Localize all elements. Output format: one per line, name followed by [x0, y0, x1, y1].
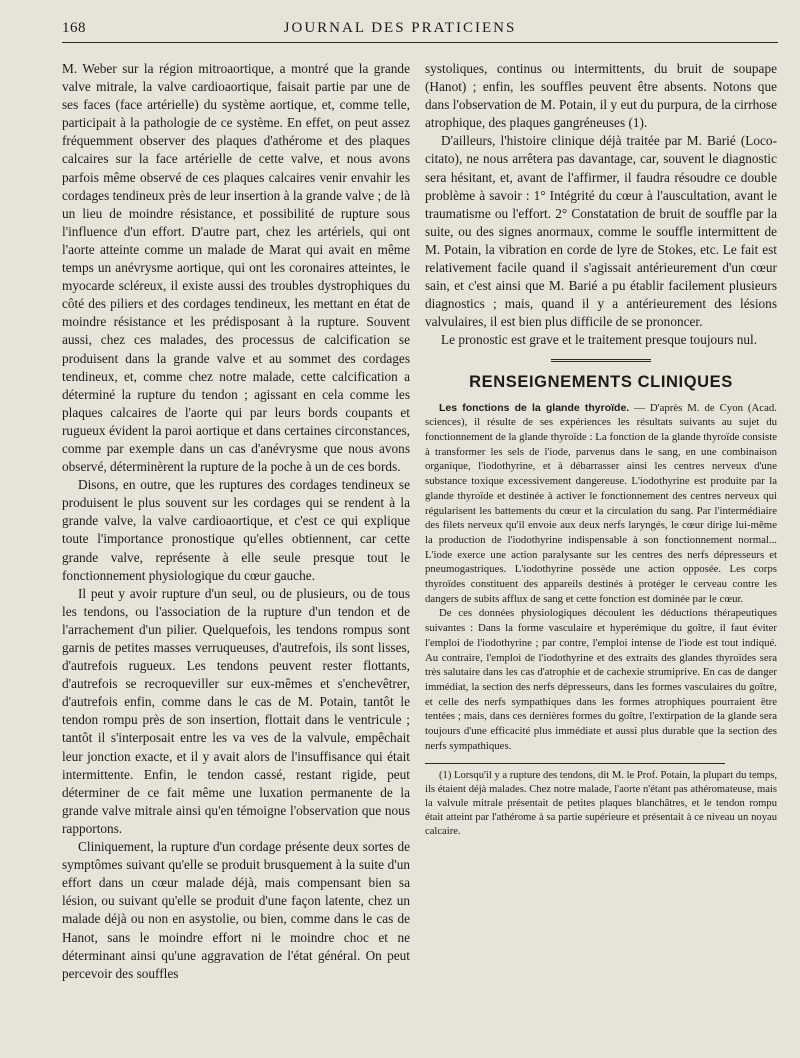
section-divider	[551, 359, 651, 363]
clinical-paragraph-1	[425, 401, 777, 607]
footnote-rule	[425, 763, 725, 764]
section-title: RENSEIGNEMENTS CLINIQUES	[469, 372, 733, 391]
clinical-notes	[425, 401, 777, 754]
right-column	[425, 60, 777, 838]
clinical-paragraph-2: De ces données physiologiques découlent les déductions thérapeutiques suivantes : Dans la forme vasculaire et hyperémique du goître, il faut éviter l'emploi de l'iodothyrine ; par contre, l'emploi intense de l'iode est tout indiqué. Au contraire, l'emploi de l'iodothyrine et des extraits des glandes thyroïdes sera très salutaire dans les cas d'atrophie et de cachexie strumiprive. En cas de danger immédiat, la section des nerfs dépresseurs, dans les formes vasculaires du goître, et celle des nerfs sympathiques dans les formes atrophiques pourraient être tentées ; mais, dans ces dernières formes du goître, l'extirpation de la glande sera toujours d'une efficacité plus immédiate et aussi plus durable que la section des nerfs sympathiques.	[425, 607, 777, 752]
header-rule	[62, 42, 778, 43]
left-paragraph-3: Il peut y avoir rupture d'un seul, ou de plusieurs, ou de tous les tendons, ou l'association de la rupture d'un tendon et de l'arrachement d'un pilier. Quelquefois, les tendons rompus sont garnis de petites masses verruqueuses, d'autrefois, ils sont lisses, d'autrefois rugueux. Les tendons peuvent rester flottants, d'autrefois se recroqueviller sur eux-mêmes et s'enchevêtrer, d'autrefois enfin, comme dans le cas de M. Potain, tantôt le tendon rompu près de son insertion, flottait dans le ventricule ; tantôt il s'interposait entre les va ves de la valvule, empêchait leur jonction exacte, et il y avait alors de l'insuffisance qui était intermittente. Enfin, le tendon cassé, restant rigide, peut déterminer de ce fait même une luxation permanente de la grande valve mitrale ainsi qu'en témoigne l'observation que nous rapportons.	[62, 585, 410, 836]
left-paragraph-1: M. Weber sur la région mitroaortique, a montré que la grande valve mitrale, la valve cardioaortique, faisait partie par une de ses faces (face artérielle) du système aortique, et, comme telle, participait à la pathologie de ce système. En effet, on peut assez fréquemment observer des plaques d'athérome et des plaques calcaires sur la face artérielle de cette valve, et nous avons parfois même observé de ces plaques calcaires venir envahir les cordages tendineux près de leur insertion à la grande valve ; de là un lieu de moindre résistance, et possibilité de rupture sous l'influence d'un effort. D'autre part, chez les artériels, qui ont l'aorte atteinte comme un malade de Marat qui avait en même temps un anévrysme aortique, qui ont les coronaires atteintes, le myocarde scléreux, il existe aussi des troubles dystrophiques du côté des piliers et des cordages tendineux, les mettant en état de moindre résistance et les prédisposant à la rupture. Souvent aussi, chez ces malades, des processus de calcification se produisent dans la grande valve et au sommet des cordages tendineux, et, comme chez notre malade, cette calcification a déterminé la rupture du tendon ; agissant en cela comme les plaques calcaires de l'aorte qui par leurs bords coupants et rugueux évident la paroi aortique et dans certaines circonstances, comme par exemple dans un cas d'anévrysme que nous avons observé, déterminèrent la rupture de la poche à un de ces bords.	[62, 61, 410, 475]
left-paragraph-2: Disons, en outre, que les ruptures des cordages tendineux se produisent le plus souvent sur les cordages qui se rendent à la grande valve, la valve cardioaortique, et c'est ce qui explique toute l'importance pronostique qu'elles obtiennent, car cette grande valve, représente à elle seule presque tout le fonctionnement physiologique du cœur gauche.	[62, 477, 410, 583]
left-paragraph-4: Cliniquement, la rupture d'un cordage présente deux sortes de symptômes suivant qu'elle se produit brusquement à la suite d'un effort dans un cœur malade déjà, mais compensant bien sa lésion, ou suivant qu'elle se produit d'une façon latente, chez un malade déjà ou non en asystolie, ou bien, comme dans le cas de Hanot, sans le moindre effort ni le moindre choc et ne déterminant ainsi qu'une aggravation de l'état général. On peut percevoir des souffles	[62, 839, 410, 981]
right-paragraph-1: systoliques, continus ou intermittents, du bruit de soupape (Hanot) ; enfin, les souffles peuvent être absents. Notons que dans l'observation de M. Potain, il y eut du purpura, de la cirrhose atrophique, des plaques gangréneuses (1).	[425, 61, 777, 131]
right-paragraph-2: D'ailleurs, l'histoire clinique déjà traitée par M. Barié (Loco-citato), ne nous arrêtera pas davantage, car, souvent le diagnostic sera hésitant, et, avant de l'affirmer, il faudra résoudre ce double problème à savoir : 1° Intégrité du cœur à l'auscultation, avant le traumatisme ou l'effort. 2° Constatation de bruit de souffle par la suite, ou des signes anormaux, comme le souffle intermittent de M. Potain, la vibration en corde de lyre de Stokes, etc. Le fait est relativement facile quand il s'agissait antérieurement d'un cœur sain, et c'est ainsi que M. Barié a pu établir facilement plusieurs diagnostics ; mais, quand il y a antérieurement des lésions valvulaires, il est bien plus difficile de se prononcer.	[425, 133, 777, 330]
footnote	[425, 769, 777, 838]
right-paragraph-3: Le pronostic est grave et le traitement presque toujours nul.	[441, 332, 758, 348]
page-number: 168	[62, 20, 86, 36]
clinical-paragraph-1-text: — D'après M. de Cyon (Acad. sciences), il résulte de ses expériences les résultats suivants au sujet du fonctionnement de la glande thyroïde : La fonction de la glande thyroïde consiste à transformer les sels de l'iode, parvenus dans le sang, en une combinaison organique, l'iodothyrine, et à débarrasser ainsi les centres nerveux d'une substance toxique excessivement dangereuse. L'iodothyrine est produite par la glande thyroïde et destinée à activer le fonctionnement des centres nerveux qui régularisent les battements du cœur et la circulation du sang. Par l'intermédiaire des filets nerveux qu'il envoie aux deux nerfs laryngés, le cœur dirige lui-même la production de l'iodothyrine indispensable à son fonctionnement normal... L'iode exerce une action paralysante sur les centres des nerfs dépresseurs et pneumogastriques. L'iodothyrine possède une action opposée. Les corps thyroïdes constituent des appareils destinés à protéger le cerveau contre les dangers de subits afflux de sang et cette fonction est dominée par le cœur.	[425, 401, 777, 605]
running-head: JOURNAL DES PRATICIENS	[283, 20, 517, 36]
footnote-text: (1) Lorsqu'il y a rupture des tendons, dit M. le Prof. Potain, la plupart du temps, ils étaient déjà malades. Chez notre malade, l'aorte n'étant pas athéromateuse, mais la valvule mitrale présentait de petites plaques blanchâtres, et le tendon rompu était atteint par l'athérome à sa partie supérieure et présentait à ce niveau un noyau calcaire.	[425, 770, 777, 837]
left-column	[62, 60, 410, 983]
clinical-run-in-title: Les fonctions de la glande thyroïde.	[439, 401, 630, 414]
